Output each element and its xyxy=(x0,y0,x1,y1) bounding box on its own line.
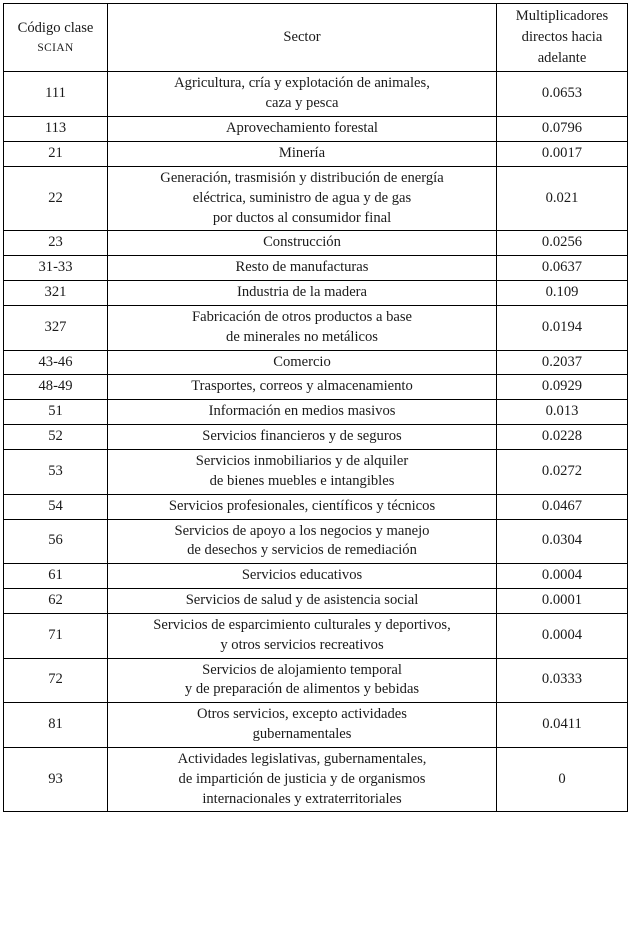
cell-code: 327 xyxy=(4,305,108,350)
cell-sector xyxy=(108,231,497,256)
cell-sector xyxy=(108,375,497,400)
cell-sector xyxy=(108,256,497,281)
cell-sector xyxy=(108,166,497,231)
cell-multiplier: 0.0001 xyxy=(497,589,628,614)
table-row xyxy=(4,166,628,231)
cell-sector-line: Industria de la madera xyxy=(236,284,368,301)
cell-sector-line: y otros servicios recreativos xyxy=(220,636,384,653)
cell-sector xyxy=(108,658,497,703)
cell-sector-line: Servicios profesionales, científicos y técnicos xyxy=(168,497,436,514)
cell-sector-line: Construcción xyxy=(263,234,341,251)
cell-sector xyxy=(108,142,497,167)
cell-code: 81 xyxy=(4,703,108,748)
cell-code: 22 xyxy=(4,166,108,231)
table-row xyxy=(4,703,628,748)
cell-sector-line: caza y pesca xyxy=(265,95,339,112)
cell-multiplier: 0.0304 xyxy=(497,519,628,564)
table-row xyxy=(4,519,628,564)
cell-multiplier: 0.0411 xyxy=(497,703,628,748)
cell-sector xyxy=(108,281,497,306)
cell-sector xyxy=(108,519,497,564)
table-row xyxy=(4,589,628,614)
cell-sector-line: Generación, trasmisión y distribución de energía xyxy=(160,169,444,186)
cell-multiplier: 0.021 xyxy=(497,166,628,231)
cell-sector-line: Servicios educativos xyxy=(241,567,363,584)
cell-multiplier: 0.0004 xyxy=(497,564,628,589)
cell-code: 54 xyxy=(4,494,108,519)
table-row xyxy=(4,256,628,281)
cell-sector-line: Otros servicios, excepto actividades xyxy=(197,706,407,723)
column-header-multiplier-line-3: adelante xyxy=(537,50,587,67)
cell-code: 111 xyxy=(4,72,108,117)
cell-sector-line: Servicios de esparcimiento culturales y deportivos, xyxy=(153,616,451,633)
table-row xyxy=(4,117,628,142)
cell-multiplier: 0.0467 xyxy=(497,494,628,519)
cell-multiplier: 0.109 xyxy=(497,281,628,306)
cell-code: 48-49 xyxy=(4,375,108,400)
cell-multiplier: 0.0333 xyxy=(497,658,628,703)
cell-multiplier: 0.2037 xyxy=(497,350,628,375)
cell-sector-line: Minería xyxy=(278,145,326,161)
cell-code: 43-46 xyxy=(4,350,108,375)
cell-sector-line: Fabricación de otros productos a base xyxy=(191,308,413,325)
cell-multiplier: 0.0929 xyxy=(497,375,628,400)
cell-sector-line: Actividades legislativas, gubernamentales, xyxy=(177,750,427,767)
table-row xyxy=(4,494,628,519)
cell-sector-line: Información en medios masivos xyxy=(208,403,396,420)
cell-multiplier: 0.0653 xyxy=(497,72,628,117)
table-row xyxy=(4,658,628,703)
cell-sector xyxy=(108,425,497,450)
cell-code: 113 xyxy=(4,117,108,142)
column-header-sector-label: Sector xyxy=(283,28,321,45)
cell-code: 51 xyxy=(4,400,108,425)
cell-sector-line: y de preparación de alimentos y bebidas xyxy=(184,681,420,698)
cell-code: 72 xyxy=(4,658,108,703)
cell-sector-line: Aprovechamiento forestal xyxy=(226,120,378,137)
table-body xyxy=(4,72,628,812)
cell-code: 56 xyxy=(4,519,108,564)
table-row xyxy=(4,400,628,425)
cell-multiplier: 0.0796 xyxy=(497,117,628,142)
column-header-sector xyxy=(108,4,497,72)
cell-code: 21 xyxy=(4,142,108,167)
cell-sector-line: internacionales y extraterritoriales xyxy=(202,790,402,807)
cell-multiplier: 0.013 xyxy=(497,400,628,425)
cell-sector-line: eléctrica, suministro de agua y de gas xyxy=(192,189,412,206)
cell-multiplier: 0.0017 xyxy=(497,142,628,167)
column-header-code-sub: SCIAN xyxy=(37,42,74,55)
cell-multiplier: 0.0004 xyxy=(497,613,628,658)
cell-code: 52 xyxy=(4,425,108,450)
cell-sector xyxy=(108,350,497,375)
table-row xyxy=(4,231,628,256)
table-row xyxy=(4,613,628,658)
cell-code: 53 xyxy=(4,449,108,494)
cell-multiplier: 0.0194 xyxy=(497,305,628,350)
cell-sector-line: Comercio xyxy=(273,353,331,370)
cell-sector-line: Servicios de salud y de asistencia social xyxy=(185,592,419,609)
column-header-code-main: Código clase xyxy=(17,19,94,36)
cell-sector xyxy=(108,564,497,589)
cell-sector-line: Resto de manufacturas xyxy=(235,259,369,276)
column-header-multiplier-line-2: directos hacia xyxy=(521,29,603,46)
cell-multiplier: 0.0228 xyxy=(497,425,628,450)
cell-sector xyxy=(108,117,497,142)
cell-sector-line: de impartición de justicia y de organismos xyxy=(178,770,426,787)
cell-multiplier: 0 xyxy=(497,747,628,812)
cell-sector-line: Servicios de alojamiento temporal xyxy=(202,661,402,678)
cell-sector xyxy=(108,449,497,494)
table-row xyxy=(4,747,628,812)
table-row xyxy=(4,72,628,117)
cell-code: 71 xyxy=(4,613,108,658)
table-row xyxy=(4,425,628,450)
cell-multiplier: 0.0256 xyxy=(497,231,628,256)
table-header xyxy=(4,4,628,72)
cell-sector-line: de bienes muebles e intangibles xyxy=(209,472,395,489)
cell-sector xyxy=(108,747,497,812)
cell-code: 321 xyxy=(4,281,108,306)
table-row xyxy=(4,564,628,589)
table-row xyxy=(4,449,628,494)
cell-sector xyxy=(108,72,497,117)
cell-sector xyxy=(108,494,497,519)
cell-sector-line: Servicios financieros y de seguros xyxy=(202,428,402,445)
cell-sector-line: por ductos al consumidor final xyxy=(212,209,392,226)
table-row xyxy=(4,142,628,167)
table-row xyxy=(4,305,628,350)
cell-code: 23 xyxy=(4,231,108,256)
cell-sector-line: Agricultura, cría y explotación de animales, xyxy=(174,75,430,92)
cell-sector-line: de desechos y servicios de remediación xyxy=(187,542,417,559)
cell-sector xyxy=(108,400,497,425)
cell-sector xyxy=(108,589,497,614)
cell-multiplier: 0.0272 xyxy=(497,449,628,494)
cell-code: 62 xyxy=(4,589,108,614)
header-row xyxy=(4,4,628,72)
cell-sector-line: Servicios inmobiliarios y de alquiler xyxy=(195,452,409,469)
cell-sector-line: Trasportes, correos y almacenamiento xyxy=(191,378,413,395)
cell-code: 31-33 xyxy=(4,256,108,281)
column-header-multiplier xyxy=(497,4,628,72)
cell-sector xyxy=(108,305,497,350)
column-header-multiplier-line-1: Multiplicadores xyxy=(515,8,609,24)
multipliers-table xyxy=(3,3,628,812)
column-header-code xyxy=(4,4,108,72)
table-row xyxy=(4,375,628,400)
cell-sector xyxy=(108,613,497,658)
cell-multiplier: 0.0637 xyxy=(497,256,628,281)
cell-code: 93 xyxy=(4,747,108,812)
cell-sector-line: gubernamentales xyxy=(252,726,352,743)
cell-code: 61 xyxy=(4,564,108,589)
cell-sector-line: de minerales no metálicos xyxy=(226,328,378,345)
table-row xyxy=(4,281,628,306)
table-row xyxy=(4,350,628,375)
cell-sector-line: Servicios de apoyo a los negocios y manejo xyxy=(174,522,430,539)
cell-sector xyxy=(108,703,497,748)
